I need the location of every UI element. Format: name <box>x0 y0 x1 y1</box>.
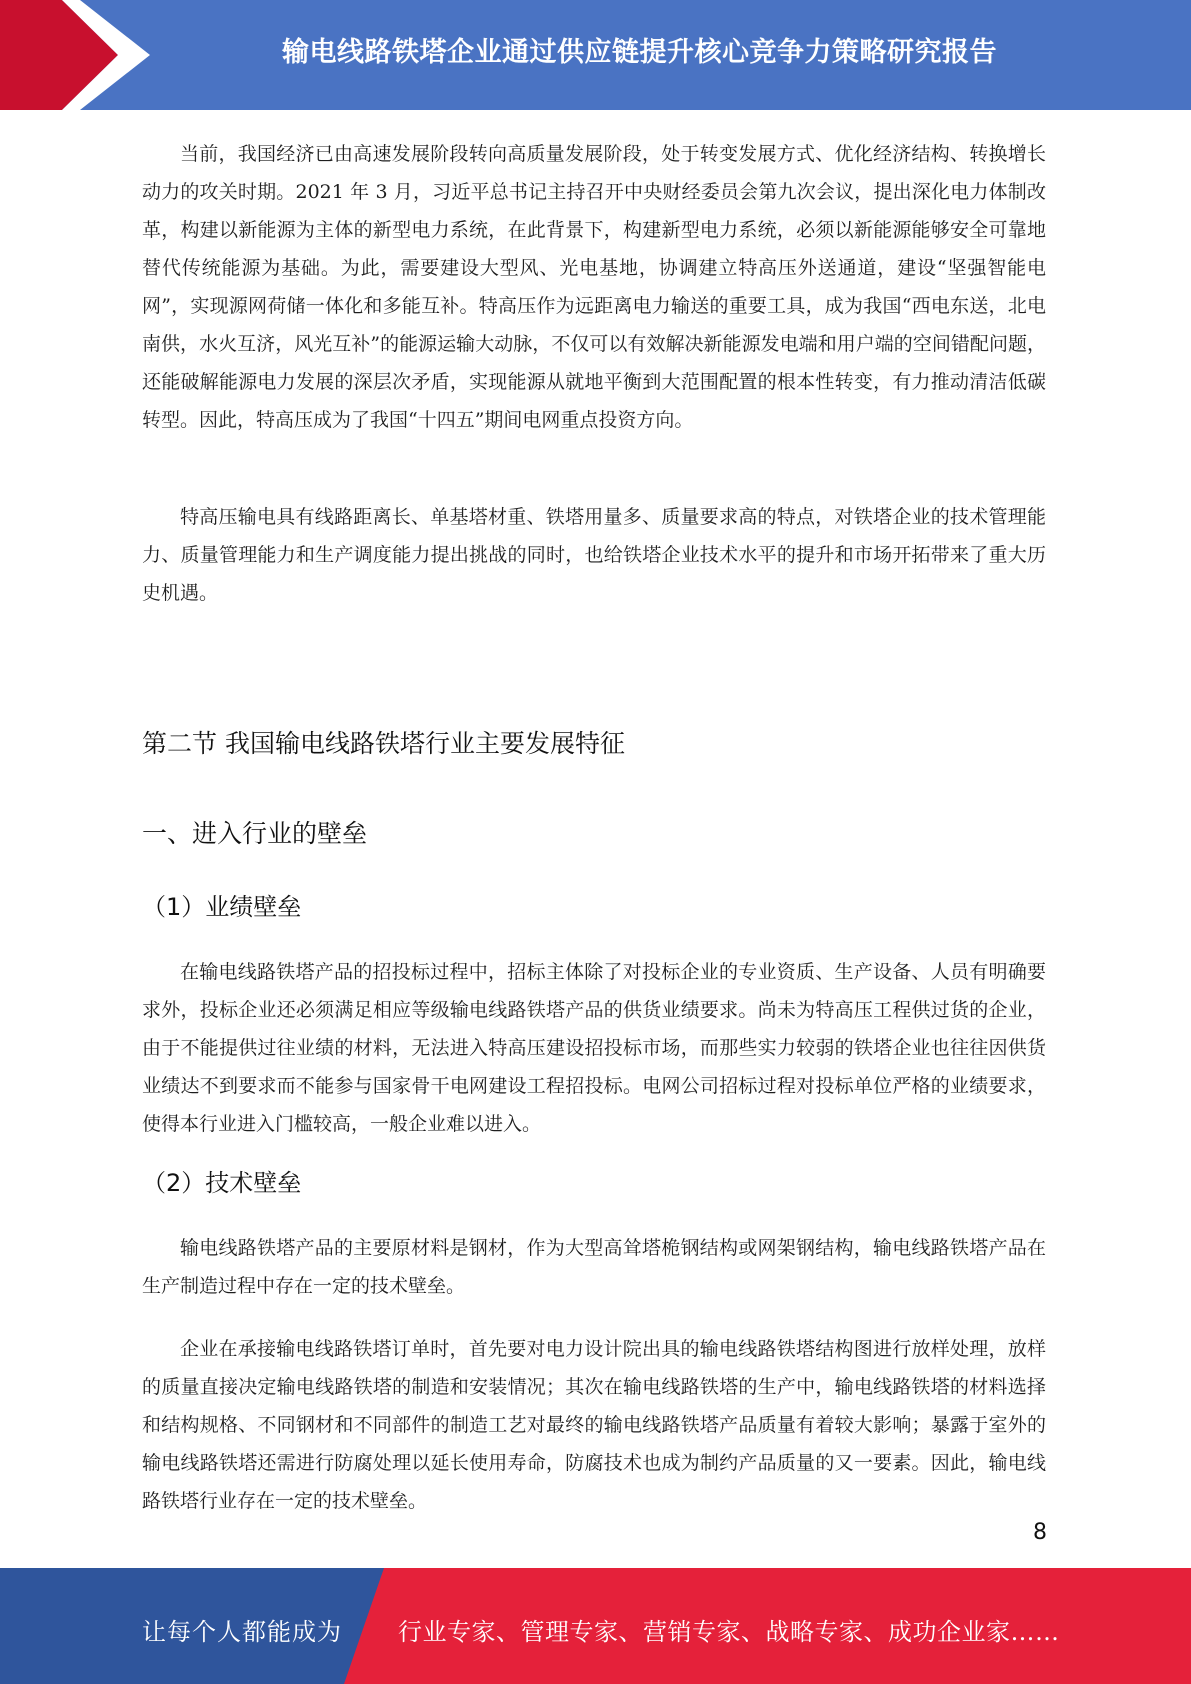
item-title-performance-barrier: （1）业绩壁垒 <box>142 893 302 921</box>
intro-paragraph-1 <box>142 135 1046 439</box>
body-paragraph: 当前，我国经济已由高速发展阶段转向高质量发展阶段，处于转变发展方式、优化经济结构、转换增长动力的攻关时期。2021 年 3 月，习近平总书记主持召开中央财经委员会第九次会议，提出深化电力体制改革，构建以新能源为主体的新型电力系统，在此背景下，构建新型电力系统，必须以新能源能够安全可靠地替代传统能源为基础。为此，需要建设大型风、光电基地，协调建立特高压外送通道，建设“坚强智能电网”，实现源网荷储一体化和多能互补。特高压作为远距离电力输送的重要工具，成为我国“西电东送，北电南供，水火互济，风光互补”的能源运输大动脉，不仅可以有效解决新能源发电端和用户端的空间错配问题，还能破解能源电力发展的深层次矛盾，实现能源从就地平衡到大范围配置的根本性转变，有力推动清洁低碳转型。因此，特高压成为了我国“十四五”期间电网重点投资方向。 <box>142 143 1046 431</box>
intro-paragraph-2 <box>142 498 1046 612</box>
item-title-technology-barrier: （2）技术壁垒 <box>142 1169 302 1197</box>
body-paragraph: 企业在承接输电线路铁塔订单时，首先要对电力设计院出具的输电线路铁塔结构图进行放样处理，放样的质量直接决定输电线路铁塔的制造和安装情况；其次在输电线路铁塔的生产中，输电线路铁塔的材料选择和结构规格、不同钢材和不同部件的制造工艺对最终的输电线路铁塔产品质量有着较大影响；暴露于室外的输电线路铁塔还需进行防腐处理以延长使用寿命，防腐技术也成为制约产品质量的又一要素。因此，输电线路铁塔行业存在一定的技术壁垒。 <box>142 1338 1046 1512</box>
page-number: 8 <box>1033 1520 1047 1545</box>
header-arrow-decoration <box>0 0 160 110</box>
footer-slogan-left: 让每个人都能成为 <box>142 1618 342 1646</box>
page-header <box>0 0 1191 110</box>
technology-barrier-paragraph-1 <box>142 1229 1046 1305</box>
subsection-title: 一、进入行业的壁垒 <box>142 819 368 848</box>
body-paragraph: 在输电线路铁塔产品的招投标过程中，招标主体除了对投标企业的专业资质、生产设备、人员有明确要求外，投标企业还必须满足相应等级输电线路铁塔产品的供货业绩要求。尚未为特高压工程供过货的企业，由于不能提供过往业绩的材料，无法进入特高压建设招投标市场，而那些实力较弱的铁塔企业也往往因供货业绩达不到要求而不能参与国家骨干电网建设工程招投标。电网公司招标过程对投标单位严格的业绩要求，使得本行业进入门槛较高，一般企业难以进入。 <box>142 961 1046 1135</box>
technology-barrier-paragraph-2 <box>142 1330 1046 1520</box>
performance-barrier-paragraph <box>142 953 1046 1143</box>
page-footer <box>0 1568 1191 1684</box>
section-title: 第二节 我国输电线路铁塔行业主要发展特征 <box>142 729 625 758</box>
report-title: 输电线路铁塔企业通过供应链提升核心竞争力策略研究报告 <box>282 37 997 68</box>
body-paragraph: 特高压输电具有线路距离长、单基塔材重、铁塔用量多、质量要求高的特点，对铁塔企业的技术管理能力、质量管理能力和生产调度能力提出挑战的同时，也给铁塔企业技术水平的提升和市场开拓带来了重大历史机遇。 <box>142 506 1046 604</box>
footer-slogan-right: 行业专家、管理专家、营销专家、战略专家、成功企业家…… <box>398 1618 1060 1646</box>
body-paragraph: 输电线路铁塔产品的主要原材料是钢材，作为大型高耸塔桅钢结构或网架钢结构，输电线路铁塔产品在生产制造过程中存在一定的技术壁垒。 <box>142 1237 1046 1297</box>
